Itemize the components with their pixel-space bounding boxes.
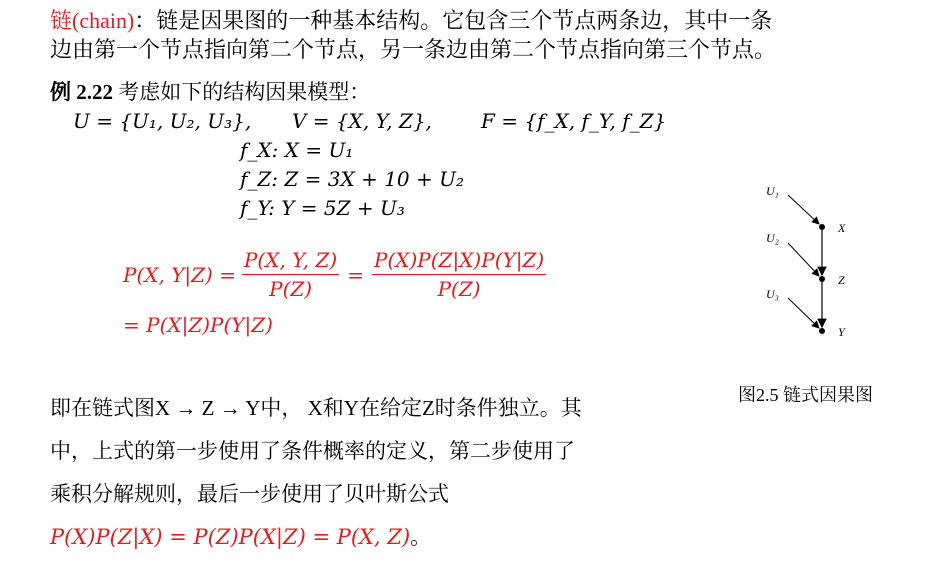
function-fy: f_Y: Y = 5Z + U₃ bbox=[240, 196, 405, 220]
fraction-2-numerator: P(X)P(Z|X)P(Y|Z) bbox=[374, 248, 545, 272]
function-fx: f_X: X = U₁ bbox=[240, 138, 354, 162]
example-label: 例 2.22 bbox=[50, 80, 113, 104]
derivation-lhs: P(X, Y|Z) = bbox=[123, 262, 236, 287]
fraction-2-denominator: P(Z) bbox=[372, 274, 546, 301]
derivation-equals: = bbox=[347, 262, 364, 287]
paragraph-line-2: 中，上式的第一步使用了条件概率的定义，第二步使用了 bbox=[50, 439, 575, 463]
example-heading bbox=[50, 76, 370, 106]
example-text: 考虑如下的结构因果模型： bbox=[113, 80, 371, 104]
edge-u2-z bbox=[788, 243, 819, 276]
derivation-line-2: = P(X|Z)P(Y|Z) bbox=[123, 313, 273, 337]
node-u2-label: U₂ bbox=[766, 231, 779, 245]
fraction-2 bbox=[372, 248, 546, 301]
node-x bbox=[819, 224, 825, 230]
fraction-1 bbox=[242, 248, 339, 301]
paragraph-line-4 bbox=[50, 521, 431, 551]
set-f: F = {f_X, f_Y, f_Z} bbox=[481, 109, 667, 133]
paragraph-line-3: 乘积分解规则，最后一步使用了贝叶斯公式 bbox=[50, 482, 449, 506]
sentence-end: 。 bbox=[410, 525, 432, 549]
set-u: U = {U₁, U₂, U₃}, bbox=[73, 109, 252, 133]
figure-caption: 图2.5 链式因果图 bbox=[738, 385, 873, 405]
node-u3-label: U₃ bbox=[766, 287, 779, 301]
chain-causal-graph bbox=[755, 180, 885, 340]
node-z-label: Z bbox=[838, 273, 845, 287]
set-v: V = {X, Y, Z}, bbox=[292, 109, 432, 133]
definition-text-1: ：链是因果图的一种基本结构。它包含三个节点两条边，其中一条 bbox=[134, 8, 773, 33]
edge-u1-x bbox=[788, 195, 819, 224]
definition-line-2: 边由第一个节点指向第二个节点，另一条边由第二个节点指向第三个节点。 bbox=[50, 37, 777, 62]
node-y-label: Y bbox=[838, 325, 845, 339]
node-z bbox=[819, 276, 825, 282]
function-fz: f_Z: Z = 3X + 10 + U₂ bbox=[240, 167, 464, 191]
fraction-1-numerator: P(X, Y, Z) bbox=[243, 248, 338, 272]
node-u1-label: U₁ bbox=[766, 184, 779, 198]
chain-term: 链(chain) bbox=[50, 8, 135, 33]
derivation-line-1 bbox=[123, 248, 546, 301]
node-y bbox=[819, 328, 825, 334]
fraction-1-denominator: P(Z) bbox=[242, 274, 339, 301]
edge-u3-y bbox=[788, 298, 819, 328]
bayes-formula: P(X)P(Z|X) = P(Z)P(X|Z) = P(X, Z) bbox=[50, 525, 411, 549]
node-x-label: X bbox=[838, 221, 846, 235]
paragraph-line-1: 即在链式图X → Z → Y中， X和Y在给定Z时条件独立。其 bbox=[50, 396, 582, 420]
definition-line-1 bbox=[50, 6, 772, 35]
